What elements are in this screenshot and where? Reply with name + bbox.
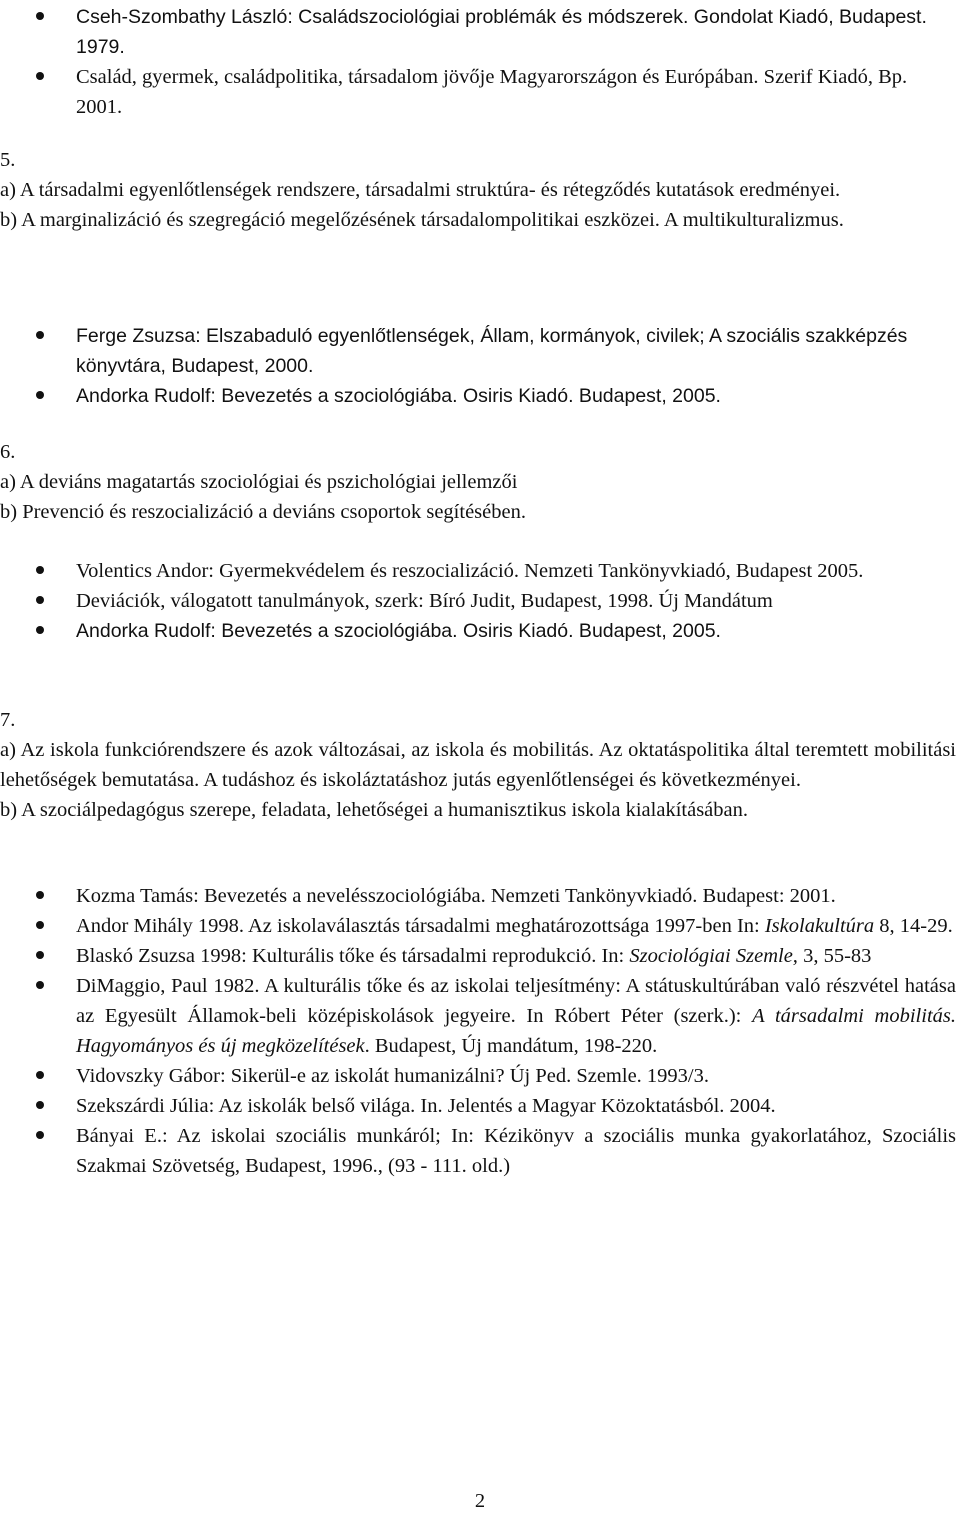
topic-a: a) Az iskola funkciórendszere és azok változásai, az iskola és mobilitás. Az oktatáspolitika által teremtett mobilitási lehetőségek bemutatása. A tudáshoz és iskoláztatáshoz jutás egyenlőtlenségei és következményei.: [0, 739, 956, 791]
reference-item: Ferge Zsuzsa: Elszabaduló egyenlőtlenségek, Állam, kormányok, civilek; A szociális szakképzés könyvtára, Budapest, 2000.: [0, 321, 956, 381]
reference-item: Andorka Rudolf: Bevezetés a szociológiába. Osiris Kiadó. Budapest, 2005.: [0, 381, 956, 411]
topic-a: a) A deviáns magatartás szociológiai és pszichológiai jellemzői: [0, 471, 518, 493]
section-7: [0, 705, 956, 825]
section-5: [0, 145, 956, 235]
reference-text: 3, 55-83: [797, 945, 872, 967]
reference-item: [0, 971, 956, 1061]
reference-item: [0, 911, 956, 941]
reference-text: . Budapest, Új mandátum, 198-220.: [364, 1035, 658, 1057]
section-number: 5.: [0, 149, 16, 171]
reference-item: Szekszárdi Júlia: Az iskolák belső világa. In. Jelentés a Magyar Közoktatásból. 2004.: [0, 1091, 956, 1121]
topic-b: b) A marginalizáció és szegregáció megelőzésének társadalompolitikai eszközei. A multikulturalizmus.: [0, 209, 844, 231]
section-6-references: [0, 556, 956, 646]
reference-item: [0, 941, 956, 971]
reference-text: DiMaggio, Paul 1982. A kulturális tőke és az iskolai teljesítmény: A státuskultúrában való részvétel hatása az Egyesült Államok-beli középiskolások jegyeire. In Róbert Péter (szerk.):: [76, 975, 956, 1027]
journal-title: Szociológiai Szemle,: [629, 945, 798, 967]
section-6: [0, 437, 956, 527]
reference-item: Vidovszky Gábor: Sikerül-e az iskolát humanizálni? Új Ped. Szemle. 1993/3.: [0, 1061, 956, 1091]
topic-a: a) A társadalmi egyenlőtlenségek rendszere, társadalmi struktúra- és rétegződés kutatások eredményei.: [0, 179, 841, 201]
section-7-references: [0, 881, 956, 1181]
reference-text: 8, 14-29.: [874, 915, 953, 937]
section-5-references: [0, 321, 956, 411]
reference-item: Bányai E.: Az iskolai szociális munkáról; In: Kézikönyv a szociális munka gyakorlatához, Szociális Szakmai Szövetség, Budapest, 1996., (93 - 111. old.): [0, 1121, 956, 1181]
section-number: 7.: [0, 709, 16, 731]
reference-item: Cseh-Szombathy László: Családszociológiai problémák és módszerek. Gondolat Kiadó, Budapest. 1979.: [0, 2, 956, 62]
reference-text: Andor Mihály 1998. Az iskolaválasztás társadalmi meghatározottsága 1997-ben In:: [76, 915, 765, 937]
journal-title: Iskolakultúra: [764, 915, 875, 937]
topic-b: b) A szociálpedagógus szerepe, feladata, lehetőségei a humanisztikus iskola kialakításában.: [0, 799, 748, 821]
page-number: 2: [474, 1490, 486, 1512]
topic-b: b) Prevenció és reszocializáció a deviáns csoportok segítésében.: [0, 501, 526, 523]
reference-item: Kozma Tamás: Bevezetés a nevelésszociológiába. Nemzeti Tankönyvkiadó. Budapest: 2001.: [0, 881, 956, 911]
book-title: A társadalmi mobilitás. Hagyományos és új megközelítések: [76, 1005, 956, 1057]
reference-item: Család, gyermek, családpolitika, társadalom jövője Magyarországon és Európában. Szerif Kiadó, Bp. 2001.: [0, 62, 956, 122]
reference-item: Deviációk, válogatott tanulmányok, szerk: Bíró Judit, Budapest, 1998. Új Mandátum: [0, 586, 956, 616]
reference-text: Blaskó Zsuzsa 1998: Kulturális tőke és társadalmi reprodukció. In:: [76, 945, 630, 967]
top-reference-list: [0, 2, 956, 122]
reference-item: Volentics Andor: Gyermekvédelem és reszocializáció. Nemzeti Tankönyvkiadó, Budapest 2005.: [0, 556, 956, 586]
reference-item: Andorka Rudolf: Bevezetés a szociológiába. Osiris Kiadó. Budapest, 2005.: [0, 616, 956, 646]
section-number: 6.: [0, 441, 16, 463]
